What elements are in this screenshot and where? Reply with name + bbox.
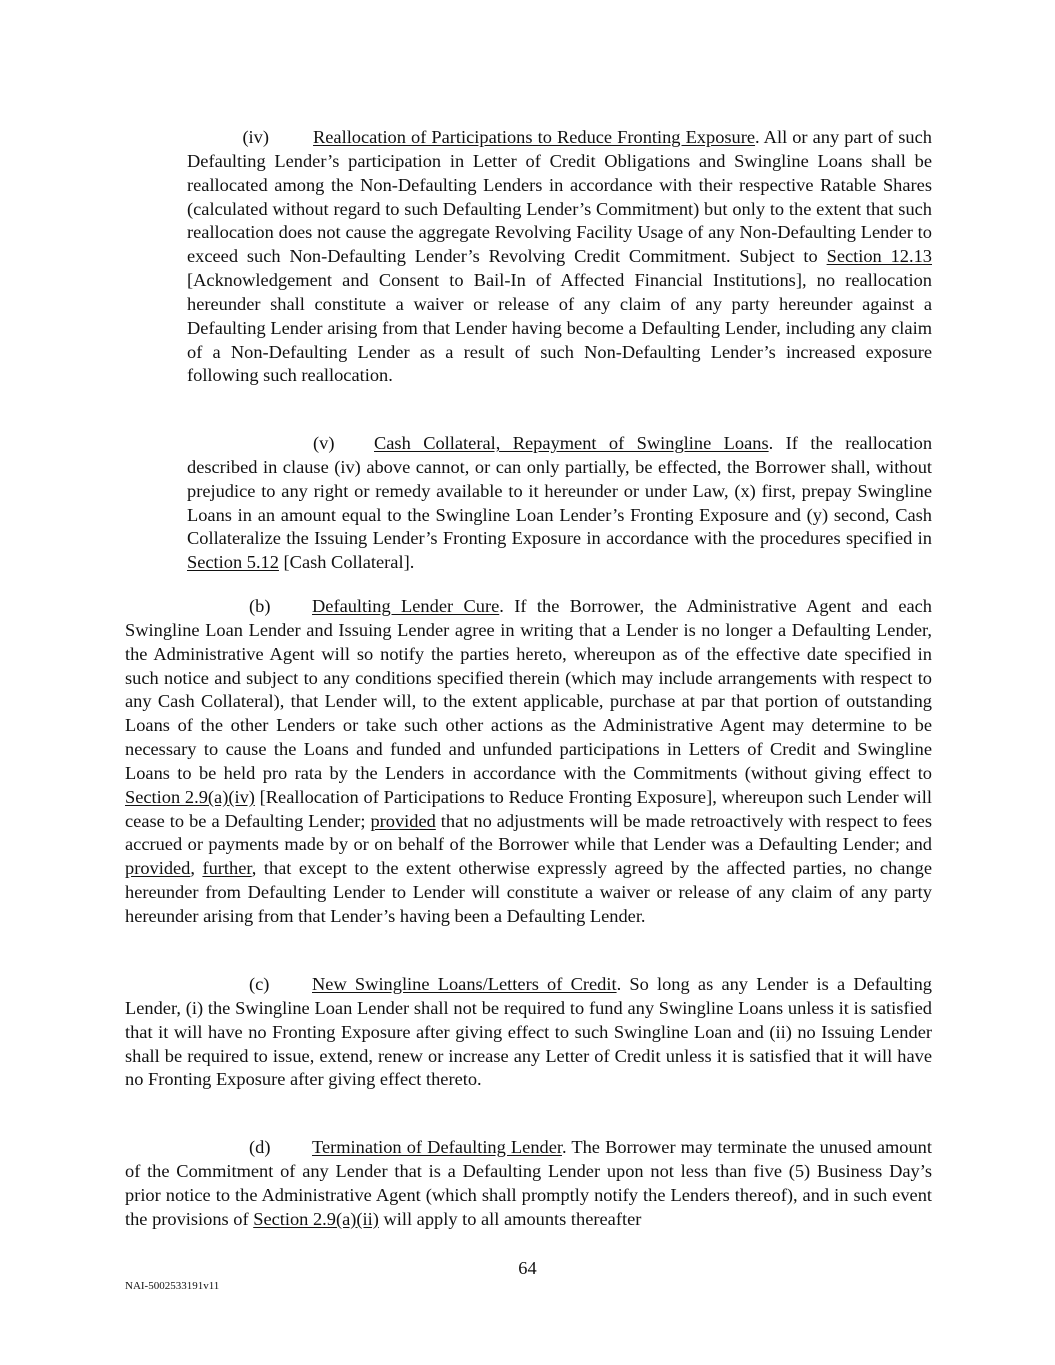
section-12-13-reference: Section 12.13 — [826, 246, 932, 267]
paragraph-b-text-3: that no adjustments will be made retroactively with respect to fees accrued or payments made by or on behalf of the Borrower while that Lender was a Defaulting Lender; and — [125, 810, 932, 855]
paragraph-b-number: (b) — [249, 596, 271, 616]
paragraph-b-heading: Defaulting Lender Cure — [312, 596, 500, 616]
paragraph-v-heading: Cash Collateral, Repayment of Swingline Loans — [374, 433, 769, 453]
paragraph-d-text-2: will apply to all amounts thereafter — [378, 1208, 642, 1229]
paragraph-iv-number-wrap — [187, 126, 313, 150]
paragraph-v-text-1: . If the reallocation described in clause (iv) above cannot, or can only partially, be effected, the Borrower shall, without prejudice to any right or remedy available to it hereunder or under Law, (x) first, prepay Swingline Loans in an amount equal to the Swingline Loan Lender’s Fronting Exposure and (y) second, Cash Collateralize the Issuing Lender’s Fronting Exposure in accordance with the procedures specified in — [187, 433, 933, 549]
paragraph-d-text-1: . The Borrower may terminate the unused amount of the Commitment of any Lender that is a Defaulting Lender upon not less than five (5) Business Day’s prior notice to the Administrative Agent (which shall promptly notify the Lenders thereof), and in such event the provisions of — [125, 1137, 932, 1229]
paragraph-v — [187, 432, 932, 575]
page-number: 64 — [518, 1258, 537, 1278]
paragraph-b-text-4: , — [190, 858, 203, 879]
paragraph-d — [125, 1136, 932, 1231]
paragraph-v-number: (v) — [313, 433, 335, 453]
paragraph-b — [125, 595, 932, 929]
paragraph-b-text-2: [Reallocation of Participations to Reduce Fronting Exposure], whereupon such Lender will cease to be a Defaulting Lender; — [125, 786, 932, 831]
paragraph-iv-text-1: . All or any part of such Defaulting Lender’s participation in Letter of Credit Obligations and Swingline Loans shall be reallocated among the Non-Defaulting Lenders in accordance with their respective Ratable Shares (calculated without regard to such Defaulting Lender’s Commitment) but only to the extent that such reallocation does not cause the aggregate Revolving Facility Usage of any Non-Defaulting Lender to exceed such Non-Defaulting Lender’s Revolving Credit Commitment. Subject to — [187, 127, 932, 267]
section-2-9-a-ii-reference: Section 2.9(a)(ii) — [253, 1208, 379, 1229]
paragraph-c-heading: New Swingline Loans/Letters of Credit — [312, 974, 617, 994]
paragraph-d-heading: Termination of Defaulting Lender — [312, 1137, 562, 1157]
further-term: further — [202, 858, 252, 879]
paragraph-d-number: (d) — [249, 1137, 271, 1157]
paragraph-b-text-5: , that except to the extent otherwise expressly agreed by the affected parties, no change hereunder from Defaulting Lender to Lender will constitute a waiver or release of any claim of any party hereunder arising from that Lender’s having been a Defaulting Lender. — [125, 858, 932, 926]
paragraph-c-text-1: . So long as any Lender is a Defaulting Lender, (i) the Swingline Loan Lender shall not be required to fund any Swingline Loans unless it is satisfied that it will have no Fronting Exposure after giving effect to such Swingline Loan and (ii) no Issuing Lender shall be required to issue, extend, renew or increase any Letter of Credit unless it is satisfied that it will have no Fronting Exposure after giving effect thereto. — [125, 974, 932, 1090]
section-2-9-a-iv-reference: Section 2.9(a)(iv) — [125, 786, 255, 807]
document-id: NAI-5002533191v11 — [125, 1280, 220, 1292]
paragraph-b-text-1: . If the Borrower, the Administrative Agent and each Swingline Loan Lender and Issuing Lender agree in writing that a Lender is no longer a Defaulting Lender, the Administrative Agent will so notify the parties hereto, whereupon as of the effective date specified in such notice and subject to any conditions specified therein (which may include arrangements with respect to any Cash Collateral), that Lender will, to the extent applicable, purchase at par that portion of outstanding Loans of the other Lenders or take such other actions as the Administrative Agent may determine to be necessary to cause the Loans and funded and unfunded participations in Letters of Credit and Swingline Loans to be held pro rata by the Lenders in accordance with the Commitments (without giving effect to — [125, 596, 933, 783]
provided-term-2: provided — [125, 858, 191, 879]
paragraph-iv-heading: Reallocation of Participations to Reduce Fronting Exposure — [313, 127, 756, 147]
paragraph-v-number-wrap — [187, 432, 313, 456]
section-5-12-reference: Section 5.12 — [187, 552, 279, 573]
paragraph-c — [125, 973, 932, 1092]
paragraph-iv-number: (iv) — [242, 127, 269, 147]
paragraph-c-number: (c) — [249, 974, 270, 994]
paragraph-iv-text-2: [Acknowledgement and Consent to Bail-In of Affected Financial Institutions], no reallocation hereunder shall constitute a waiver or release of any claim of any party hereunder against a Defaulting Lender arising from that Lender having become a Defaulting Lender, including any claim of a Non-Defaulting Lender as a result of such Non-Defaulting Lender’s increased exposure following such reallocation. — [187, 270, 932, 386]
paragraph-iv — [187, 126, 932, 388]
paragraph-v-text-2: [Cash Collateral]. — [278, 552, 415, 573]
provided-term: provided — [370, 810, 436, 831]
